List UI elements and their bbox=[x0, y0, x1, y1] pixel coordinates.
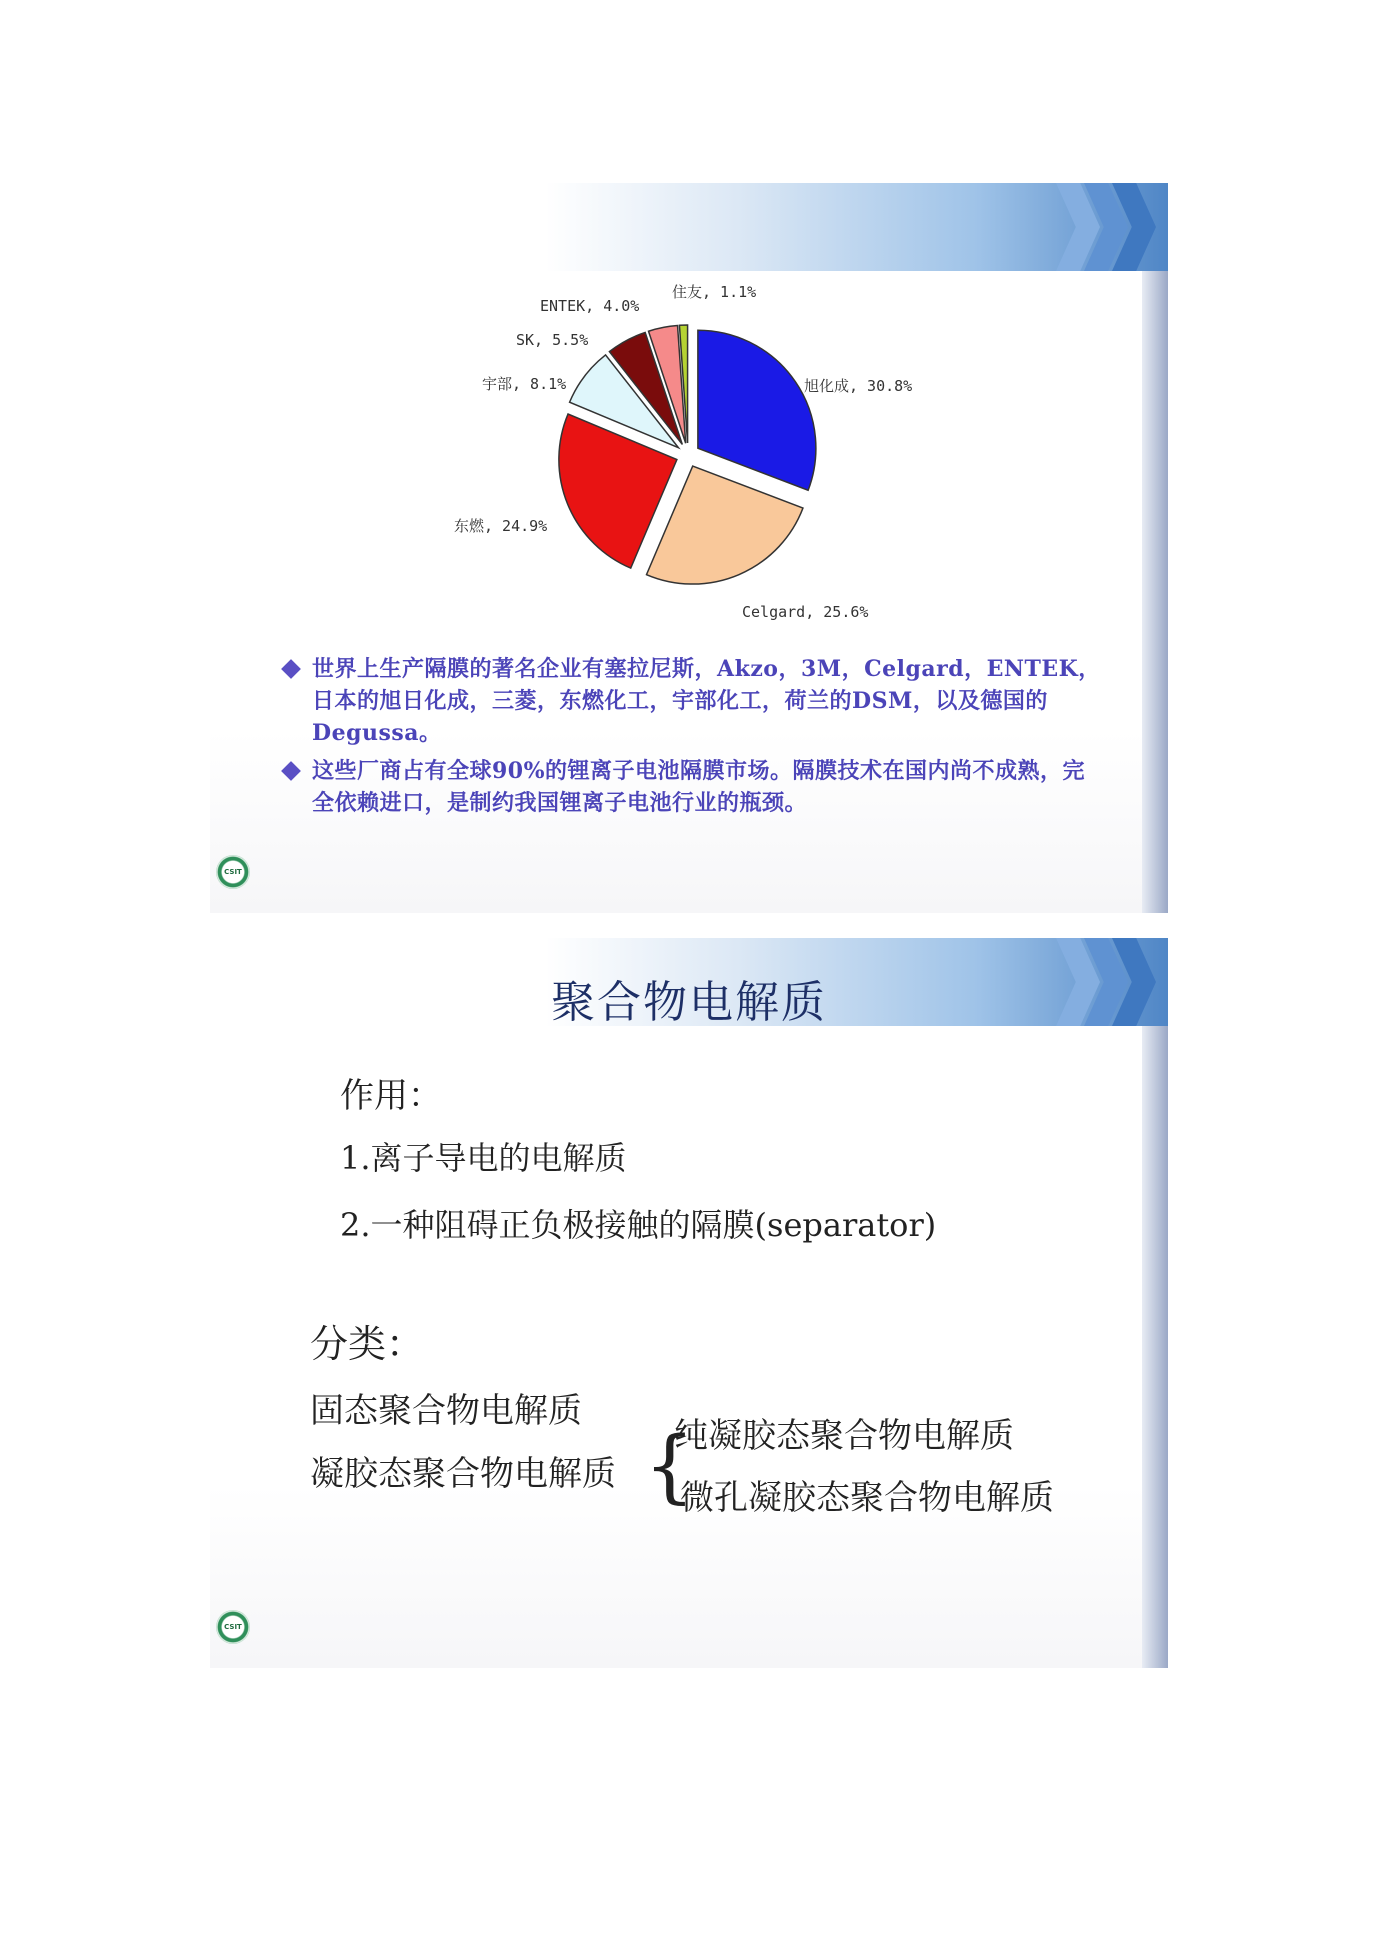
slide-market-share bbox=[210, 183, 1168, 913]
brace-icon: { bbox=[644, 1419, 695, 1512]
slide-polymer-electrolyte bbox=[210, 938, 1168, 1668]
side-bar bbox=[1142, 1026, 1168, 1668]
bullet-item bbox=[284, 755, 1104, 819]
class-solid: 固态聚合物电解质 bbox=[310, 1391, 582, 1431]
bullet-item bbox=[284, 653, 1104, 749]
pie-chart bbox=[210, 183, 1168, 643]
pie-label-旭化成: 旭化成, 30.8% bbox=[804, 377, 913, 395]
pie-label-东燃: 东燃, 24.9% bbox=[454, 517, 548, 535]
class-heading: 分类： bbox=[310, 1322, 425, 1366]
bullet-list bbox=[284, 653, 1104, 825]
function-item: 1.离子导电的电解质 bbox=[340, 1139, 627, 1177]
slide-title: 聚合物电解质 bbox=[551, 977, 827, 1028]
gel-type: 纯凝胶态聚合物电解质 bbox=[674, 1416, 1014, 1456]
diamond-bullet-icon bbox=[281, 761, 301, 781]
pie-slice-旭化成 bbox=[698, 330, 816, 490]
logo-badge-icon: CSIT bbox=[216, 1610, 250, 1644]
bullet-text: 这些厂商占有全球90%的锂离子电池隔膜市场。隔膜技术在国内尚不成熟，完全依赖进口，是制约我国锂离子电池行业的瓶颈。 bbox=[312, 758, 1086, 816]
function-heading: 作用： bbox=[340, 1076, 442, 1116]
gel-type: 微孔凝胶态聚合物电解质 bbox=[680, 1478, 1054, 1518]
pie-label-住友: 住友, 1.1% bbox=[672, 283, 757, 301]
pie-label-ENTEK: ENTEK, 4.0% bbox=[540, 297, 640, 315]
diamond-bullet-icon bbox=[281, 659, 301, 679]
pie-label-宇部: 宇部, 8.1% bbox=[482, 375, 567, 393]
class-gel: 凝胶态聚合物电解质 bbox=[310, 1454, 616, 1494]
pie-slice-Celgard bbox=[647, 466, 803, 584]
pie-label-SK: SK, 5.5% bbox=[516, 331, 589, 349]
logo-badge-icon: CSIT bbox=[216, 855, 250, 889]
function-item: 2.一种阻碍正负极接触的隔膜(separator) bbox=[340, 1206, 937, 1244]
pie-label-Celgard: Celgard, 25.6% bbox=[742, 603, 869, 621]
bullet-text: 世界上生产隔膜的著名企业有塞拉尼斯，Akzo，3M，Celgard，ENTEK，日本的旭日化成，三菱，东燃化工，宇部化工，荷兰的DSM，以及德国的Degussa。 bbox=[312, 656, 1101, 746]
